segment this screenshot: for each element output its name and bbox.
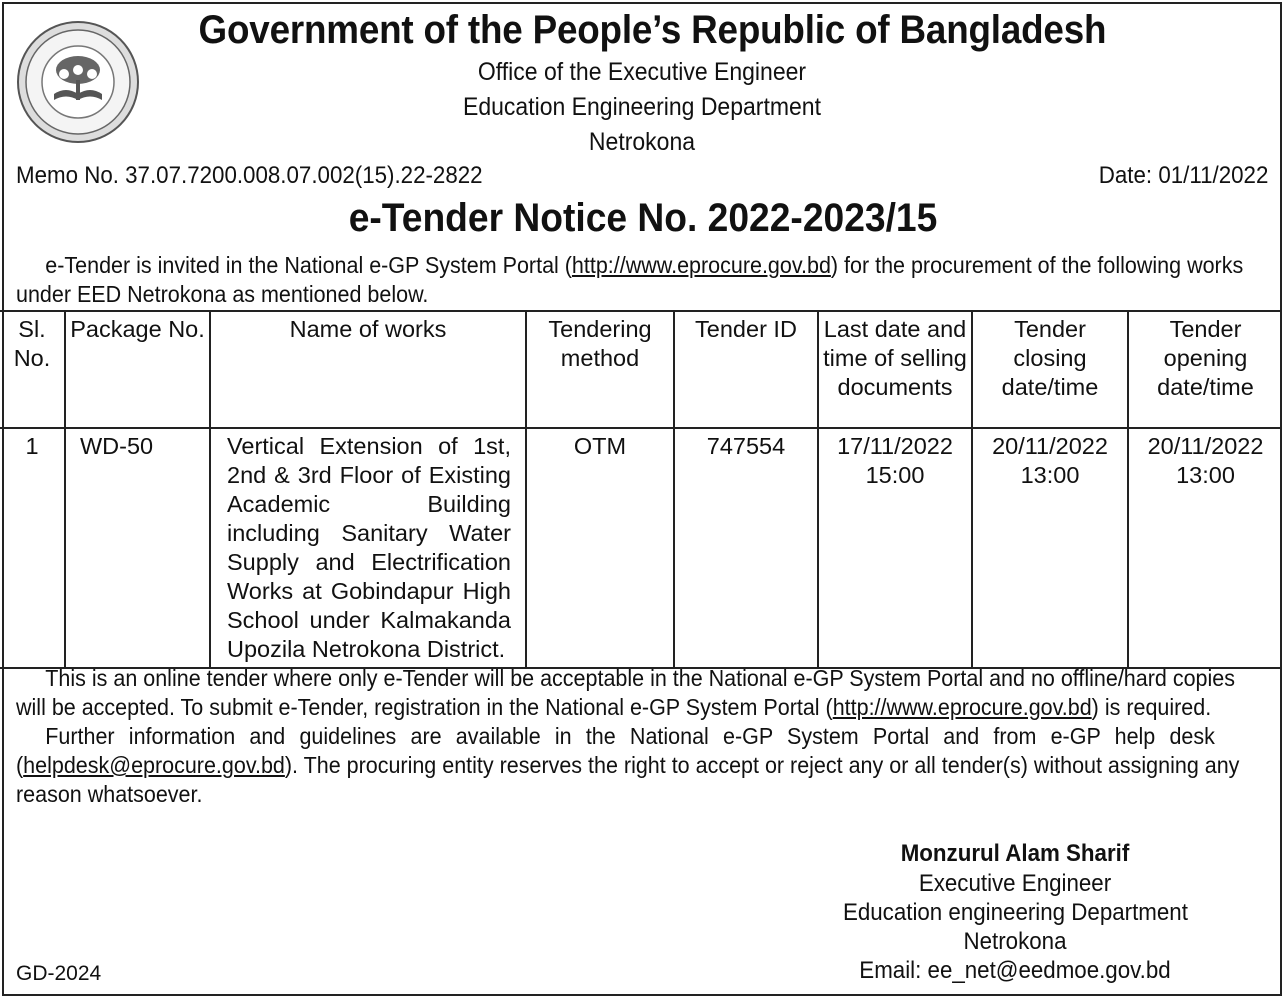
para1-text-pre: will be accepted. To submit e-Tender, registration in the National e-GP System Portal (: [16, 694, 833, 720]
government-title: Government of the People’s Republic of Bangladesh: [198, 8, 1107, 52]
signatory-department: Education engineering Department: [842, 899, 1188, 926]
cell-opening-datetime: [1128, 428, 1282, 668]
education-department-seal-icon: [14, 18, 142, 146]
eprocure-link-2[interactable]: http://www.eprocure.gov.bd: [832, 694, 1092, 720]
office-line-3: Netrokona: [588, 128, 696, 156]
cell-closing-datetime: [972, 428, 1128, 668]
selling-time: 15:00: [865, 462, 925, 488]
header-tender-id: Tender ID: [674, 311, 818, 428]
closing-date: 20/11/2022: [992, 433, 1108, 459]
office-line-1: Office of the Executive Engineer: [477, 58, 807, 86]
notice-date: Date: 01/11/2022: [1098, 162, 1268, 189]
online-tender-paragraph: [16, 664, 1269, 722]
table-row: [0, 428, 1282, 668]
header-opening-date: Tender opening date/time: [1128, 311, 1282, 428]
cell-tender-id: 747554: [674, 428, 818, 668]
closing-time: 13:00: [1020, 462, 1080, 488]
footer-code: GD-2024: [16, 962, 102, 985]
further-info-paragraph: [16, 722, 1269, 809]
selling-date: 17/11/2022: [837, 433, 953, 459]
opening-date: 20/11/2022: [1147, 433, 1264, 459]
cell-name-of-works: Vertical Extension of 1st, 2nd & 3rd Floor of Existing Academic Building including Sanitary Water Supply and Electrification Works at Gobindapur High School under Kalmakanda Upozila Netrokona District.: [210, 428, 526, 668]
cell-sl-no: 1: [0, 428, 65, 668]
table-header-row: [0, 311, 1282, 428]
signatory-location: Netrokona: [963, 928, 1067, 955]
para2-line-1: Further information and guidelines are available in the National e-GP System Portal and from e-GP help desk: [45, 723, 1215, 749]
header-last-selling-date: Last date and time of selling documents: [818, 311, 972, 428]
para2-text-post: ). The procuring entity reserves the right to accept or reject any or all tender(s) without assigning any: [284, 752, 1240, 778]
header-tendering-method: Tendering method: [526, 311, 674, 428]
para1-line-1: This is an online tender where only e-Tender will be acceptable in the National e-GP System Portal and no offline/hard copies: [45, 665, 1235, 691]
header-closing-date: Tender closing date/time: [972, 311, 1128, 428]
tender-table: [0, 310, 1282, 669]
intro-text-post: ) for the procurement of the following works: [830, 252, 1244, 278]
signatory-designation: Executive Engineer: [918, 870, 1112, 897]
eprocure-link[interactable]: http://www.eprocure.gov.bd: [571, 252, 831, 278]
header-name-of-works: Name of works: [210, 311, 526, 428]
para1-text-post: ) is required.: [1091, 694, 1212, 720]
cell-selling-datetime: [818, 428, 972, 668]
memo-number: Memo No. 37.07.7200.008.07.002(15).22-2822: [16, 162, 483, 189]
cell-tendering-method: OTM: [526, 428, 674, 668]
notice-title: e-Tender Notice No. 2022-2023/15: [348, 196, 938, 240]
header-sl-no: Sl. No.: [0, 311, 65, 428]
cell-package-no: WD-50: [65, 428, 210, 668]
intro-paragraph: [16, 251, 1269, 309]
helpdesk-email-link[interactable]: helpdesk@eprocure.gov.bd: [23, 752, 285, 778]
signatory-email[interactable]: Email: ee_net@eedmoe.gov.bd: [859, 957, 1171, 984]
intro-line-2: under EED Netrokona as mentioned below.: [16, 281, 429, 307]
header-package-no: Package No.: [65, 311, 210, 428]
office-line-2: Education Engineering Department: [462, 93, 821, 121]
intro-text-pre: e-Tender is invited in the National e-GP System Portal (: [45, 252, 572, 278]
signatory-name: Monzurul Alam Sharif: [900, 840, 1130, 867]
opening-time: 13:00: [1176, 462, 1235, 488]
para2-line-3: reason whatsoever.: [16, 781, 203, 807]
para2-text-pre: (: [16, 752, 24, 778]
